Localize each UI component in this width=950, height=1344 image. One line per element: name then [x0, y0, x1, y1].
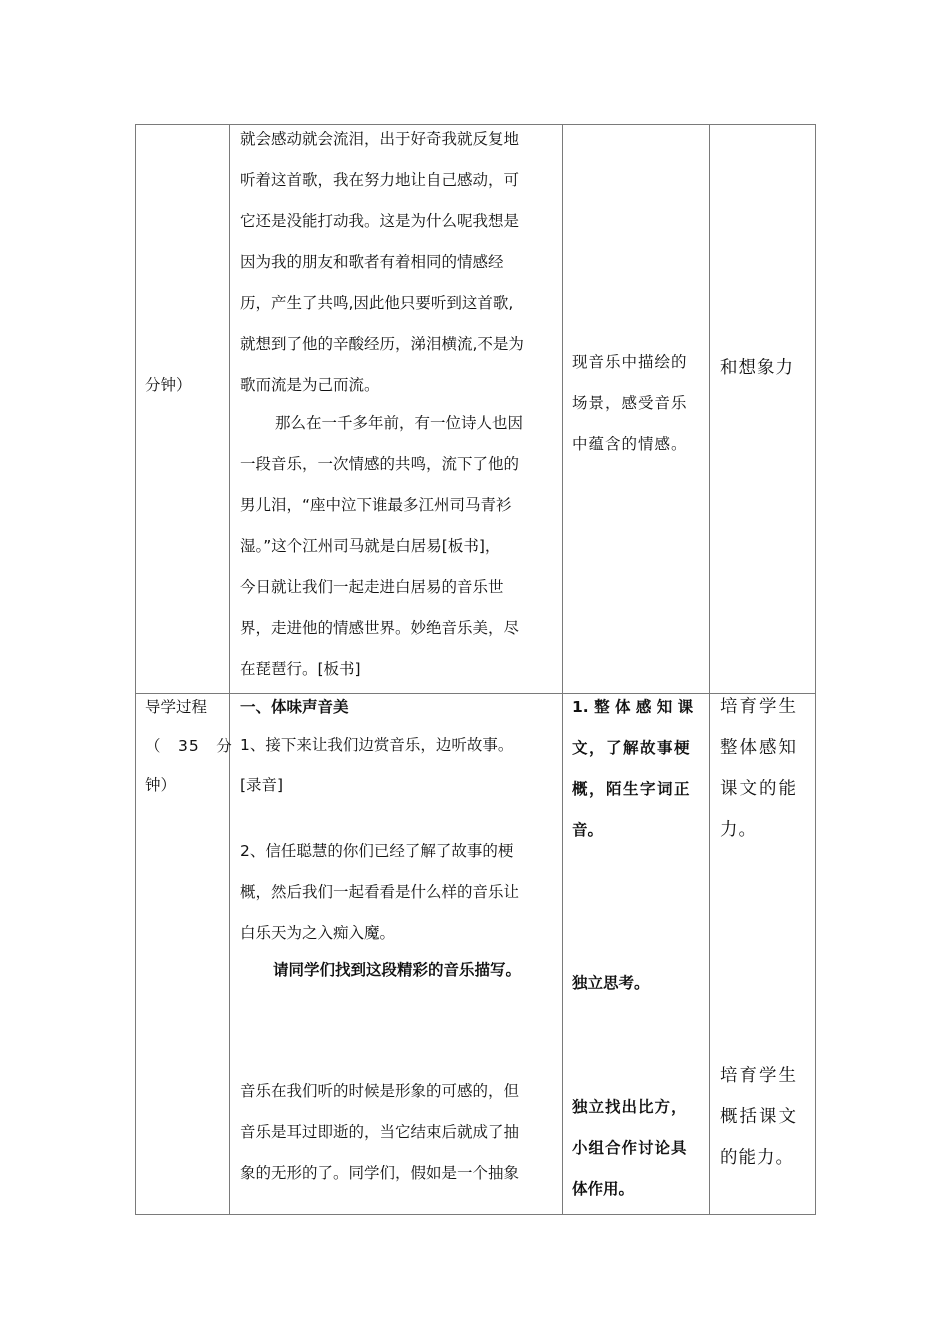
activity-line: 1. 整 体 感 知 课 [572, 698, 694, 716]
row2-col3-cell [562, 693, 710, 1215]
body-line: 那么在一千多年前，有一位诗人也因 [275, 414, 524, 432]
intent-line: 培育学生 [720, 697, 798, 717]
intent-line: 课文的能 [720, 779, 798, 799]
activity-line: 独立找出比方， [572, 1098, 688, 1116]
row1-col1-cell [135, 124, 230, 694]
stage-time-unit: 钟） [145, 776, 177, 794]
instruction-text: 请同学们找到这段精彩的音乐描写。 [273, 961, 522, 979]
body-line: 今日就让我们一起走进白居易的音乐世 [240, 578, 504, 596]
goal-line: 场景，感受音乐 [572, 394, 688, 412]
body-line: 湿。”这个江州司马就是白居易[板书]， [240, 537, 501, 555]
intent-line: 整体感知 [720, 738, 798, 758]
intent-line: 概括课文 [720, 1107, 798, 1127]
intent-line: 的能力。 [720, 1148, 794, 1168]
item2-line: 白乐天为之入痴入魔。 [240, 924, 396, 942]
activity-line: 小组合作讨论具 [572, 1139, 688, 1157]
activity-line: 概，陌生字词正 [572, 780, 692, 798]
item1-line: [录音] [240, 776, 284, 794]
body-line: 它还是没能打动我。这是为什么呢我想是 [240, 212, 520, 230]
item3-line: 音乐在我们听的时候是形象的可感的，但 [240, 1082, 520, 1100]
intent-line: 培育学生 [720, 1066, 798, 1086]
time-label: 分钟） [145, 376, 192, 394]
row1-col4-cell [709, 124, 816, 694]
body-line: 就想到了他的辛酸经历，涕泪横流,不是为 [240, 335, 524, 353]
body-line: 听着这首歌，我在努力地让自己感动，可 [240, 171, 520, 189]
goal-line: 中蕴含的情感。 [572, 435, 688, 453]
activity-line: 独立思考。 [572, 974, 650, 992]
item3-line: 音乐是耳过即逝的，当它结束后就成了抽 [240, 1123, 520, 1141]
item1-line: 1、接下来让我们边赏音乐，边听故事。 [240, 736, 514, 754]
goal-line: 现音乐中描绘的 [572, 353, 688, 371]
body-line: 历，产生了共鸣,因此他只要听到这首歌, [240, 294, 514, 312]
body-line: 歌而流是为己而流。 [240, 376, 380, 394]
stage-time: （ 35 分 [145, 737, 233, 755]
item2-line: 2、信任聪慧的你们已经了解了故事的梗 [240, 842, 514, 860]
body-line: 在琵琶行。[板书] [240, 660, 361, 678]
activity-line: 文，了解故事梗 [572, 739, 692, 757]
body-line: 界，走进他的情感世界。妙绝音乐美，尽 [240, 619, 520, 637]
section-heading: 一、体味声音美 [240, 698, 349, 716]
item2-line: 概，然后我们一起看看是什么样的音乐让 [240, 883, 520, 901]
intent-line: 和想象力 [720, 358, 794, 378]
body-line: 就会感动就会流泪，出于好奇我就反复地 [240, 130, 520, 148]
body-line: 男儿泪，“座中泣下谁最多江州司马青衫 [240, 496, 512, 514]
body-line: 因为我的朋友和歌者有着相同的情感经 [240, 253, 504, 271]
row2-col1-cell [135, 693, 230, 1215]
item3-line: 象的无形的了。同学们，假如是一个抽象 [240, 1164, 520, 1182]
stage-label: 导学过程 [145, 698, 208, 716]
activity-line: 音。 [572, 821, 604, 839]
row2-col4-cell [709, 693, 816, 1215]
body-line: 一段音乐，一次情感的共鸣，流下了他的 [240, 455, 520, 473]
lesson-plan-table [135, 124, 816, 1215]
row1-col2-cell [229, 124, 563, 694]
activity-line: 体作用。 [572, 1180, 635, 1198]
intent-line: 力。 [720, 820, 757, 840]
